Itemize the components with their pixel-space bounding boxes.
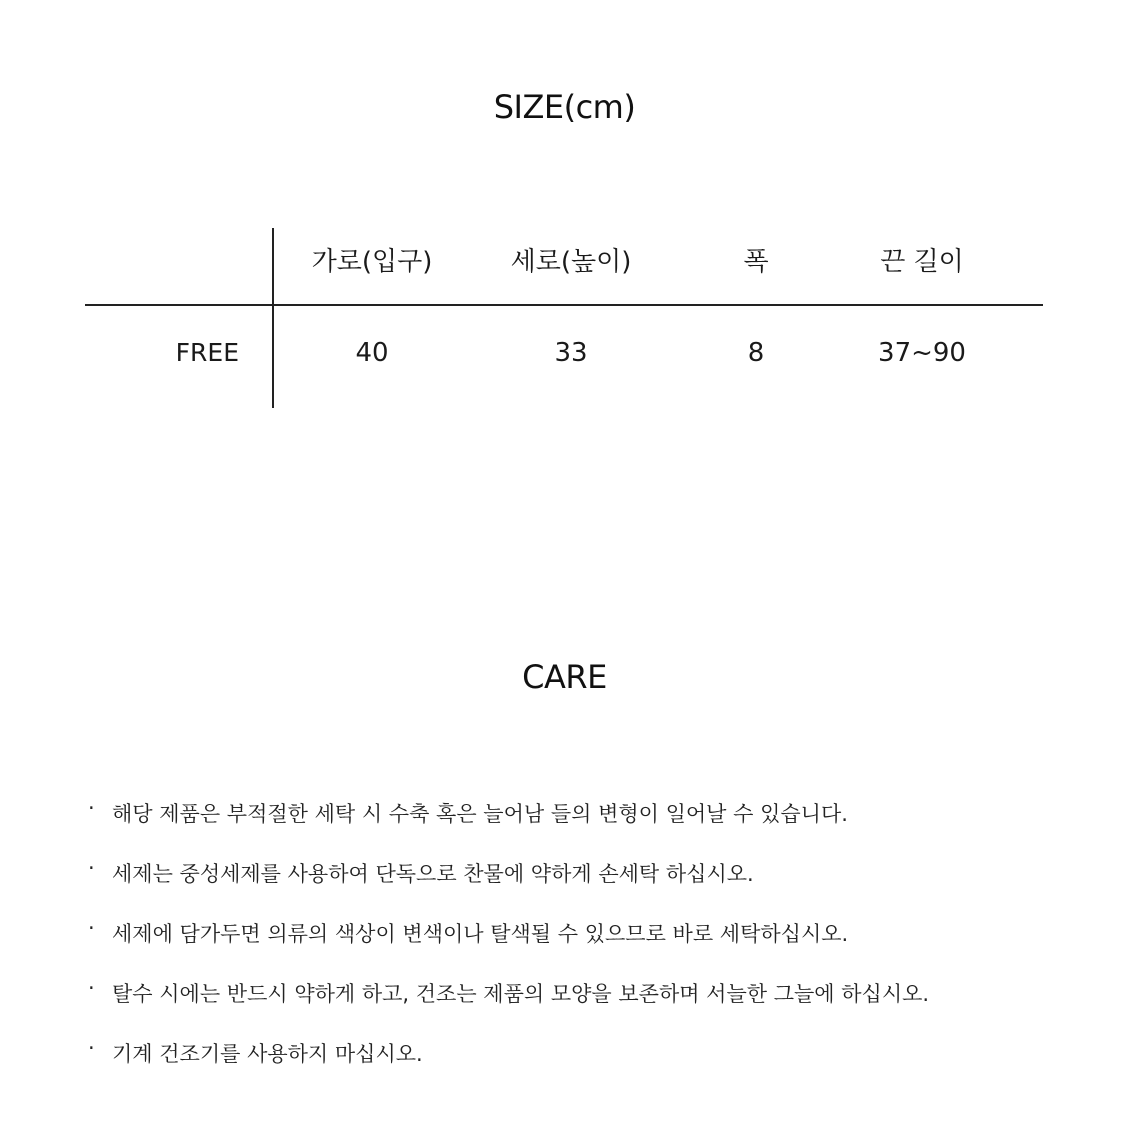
bullet-icon: ·: [88, 976, 95, 1000]
bullet-icon: ·: [88, 1036, 95, 1060]
care-item-text: 세제에 담가두면 의류의 색상이 변색이나 탈색될 수 있으므로 바로 세탁하십시오.: [112, 922, 849, 946]
care-section-title: CARE: [522, 658, 607, 696]
value-strap-length: 37~90: [878, 338, 966, 368]
row-label-free: FREE: [175, 338, 239, 367]
bullet-icon: ·: [88, 856, 95, 880]
value-width: 40: [355, 338, 389, 368]
header-depth: 폭: [743, 247, 769, 277]
value-height: 33: [554, 338, 588, 368]
care-item-text: 기계 건조기를 사용하지 마십시오.: [112, 1042, 423, 1066]
bullet-icon: ·: [88, 796, 95, 820]
header-height: 세로(높이): [510, 247, 632, 277]
header-strap-length: 끈 길이: [880, 247, 964, 277]
care-item-text: 세제는 중성세제를 사용하여 단독으로 찬물에 약하게 손세탁 하십시오.: [112, 862, 754, 886]
care-item-text: 해당 제품은 부적절한 세탁 시 수축 혹은 늘어남 들의 변형이 일어날 수 있습니다.: [112, 802, 848, 826]
value-depth: 8: [747, 338, 765, 368]
header-width: 가로(입구): [311, 247, 433, 277]
size-section-title: SIZE(cm): [493, 88, 636, 126]
bullet-icon: ·: [88, 916, 95, 940]
care-item-text: 탈수 시에는 반드시 약하게 하고, 건조는 제품의 모양을 보존하며 서늘한 그늘에 하십시오.: [112, 982, 930, 1006]
